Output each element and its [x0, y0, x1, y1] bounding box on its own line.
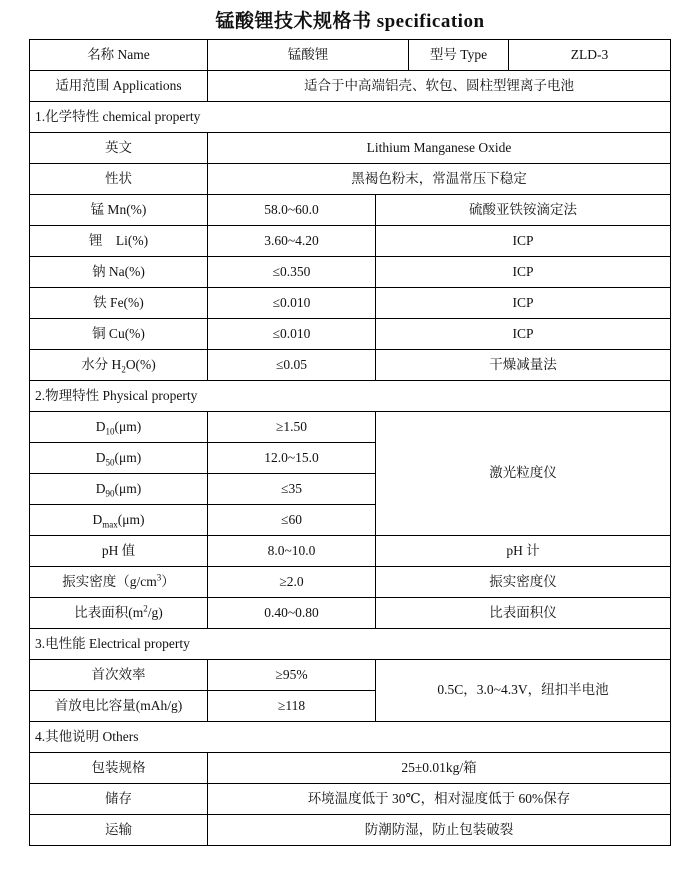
row-label: $D_{50}(\mu m)$	[30, 443, 208, 474]
row-value: ≤0.010	[208, 319, 376, 350]
table-row	[30, 350, 671, 381]
applications-value: 适合于中高端铝壳、软包、圆柱型锂离子电池	[208, 71, 671, 102]
row-value: ≥95%	[208, 660, 376, 691]
section-physical	[30, 381, 671, 412]
section-heading: 1.化学特性 chemical property	[30, 102, 671, 133]
table-row	[30, 815, 671, 846]
row-value: 58.0~60.0	[208, 195, 376, 226]
section-electrical	[30, 629, 671, 660]
type-label: 型号 Type	[409, 40, 509, 71]
row-label: 振实密度$(g/cm^3)$	[30, 567, 208, 598]
name-value: 锰酸锂	[208, 40, 409, 71]
table-row	[30, 257, 671, 288]
table-row	[30, 660, 671, 691]
row-label: pH 值	[30, 536, 208, 567]
row-value: ≥2.0	[208, 567, 376, 598]
table-row	[30, 536, 671, 567]
row-label: 英文	[30, 133, 208, 164]
table-row	[30, 753, 671, 784]
row-label: 锂 Li(%)	[30, 226, 208, 257]
row-value: Lithium Manganese Oxide	[208, 133, 671, 164]
section-heading: 4.其他说明 Others	[30, 722, 671, 753]
row-value: ≤0.350	[208, 257, 376, 288]
row-method: 比表面积仪	[376, 598, 671, 629]
row-method: 0.5C，3.0~4.3V，纽扣半电池	[376, 660, 671, 722]
section-chemical	[30, 102, 671, 133]
row-method: 干燥减量法	[376, 350, 671, 381]
table-row	[30, 195, 671, 226]
table-row	[30, 567, 671, 598]
section-others	[30, 722, 671, 753]
section-heading: 2.物理特性 Physical property	[30, 381, 671, 412]
header-row	[30, 40, 671, 71]
table-row	[30, 598, 671, 629]
table-row	[30, 288, 671, 319]
applications-label: 适用范围 Applications	[30, 71, 208, 102]
row-value: ≤35	[208, 474, 376, 505]
row-method: ICP	[376, 319, 671, 350]
row-label: 锰 Mn(%)	[30, 195, 208, 226]
row-value: ≤0.010	[208, 288, 376, 319]
row-label: 铁 Fe(%)	[30, 288, 208, 319]
table-row	[30, 133, 671, 164]
row-label: $D_{10}(\mu m)$	[30, 412, 208, 443]
row-value: 防潮防湿，防止包装破裂	[208, 815, 671, 846]
row-label: 储存	[30, 784, 208, 815]
section-heading: 3.电性能 Electrical property	[30, 629, 671, 660]
row-label: 运输	[30, 815, 208, 846]
row-label: 包装规格	[30, 753, 208, 784]
row-method: ICP	[376, 226, 671, 257]
specification-table	[29, 39, 671, 846]
row-value: ≥1.50	[208, 412, 376, 443]
row-label: 性状	[30, 164, 208, 195]
row-value: 8.0~10.0	[208, 536, 376, 567]
row-label: $D_{max}(\mu m)$	[30, 505, 208, 536]
row-label: 铜 Cu(%)	[30, 319, 208, 350]
table-row	[30, 784, 671, 815]
row-label: 钠 Na(%)	[30, 257, 208, 288]
row-value: 环境温度低于 30℃，相对湿度低于 60%保存	[208, 784, 671, 815]
table-row	[30, 412, 671, 443]
row-value: 0.40~0.80	[208, 598, 376, 629]
row-method: pH 计	[376, 536, 671, 567]
row-label: 水分 $H_2O(\%)$	[30, 350, 208, 381]
row-label: $D_{90}(\mu m)$	[30, 474, 208, 505]
row-label: 比表面积$(m^2/g)$	[30, 598, 208, 629]
document-title: 锰酸锂技术规格书 specification	[215, 11, 485, 32]
row-value: 3.60~4.20	[208, 226, 376, 257]
row-method: 硫酸亚铁铵滴定法	[376, 195, 671, 226]
table-row	[30, 319, 671, 350]
row-value: 25±0.01kg/箱	[208, 753, 671, 784]
row-value: ≥118	[208, 691, 376, 722]
row-value: ≤60	[208, 505, 376, 536]
row-label: 首放电比容量(mAh/g)	[30, 691, 208, 722]
applications-row	[30, 71, 671, 102]
row-value: 12.0~15.0	[208, 443, 376, 474]
row-value: 黑褐色粉末，常温常压下稳定	[208, 164, 671, 195]
table-row	[30, 226, 671, 257]
row-value: ≤0.05	[208, 350, 376, 381]
table-row	[30, 164, 671, 195]
row-method: ICP	[376, 288, 671, 319]
row-label: 首次效率	[30, 660, 208, 691]
name-label: 名称 Name	[30, 40, 208, 71]
row-method: 振实密度仪	[376, 567, 671, 598]
type-value: ZLD-3	[509, 40, 671, 71]
row-method: ICP	[376, 257, 671, 288]
row-method: 激光粒度仪	[376, 412, 671, 536]
